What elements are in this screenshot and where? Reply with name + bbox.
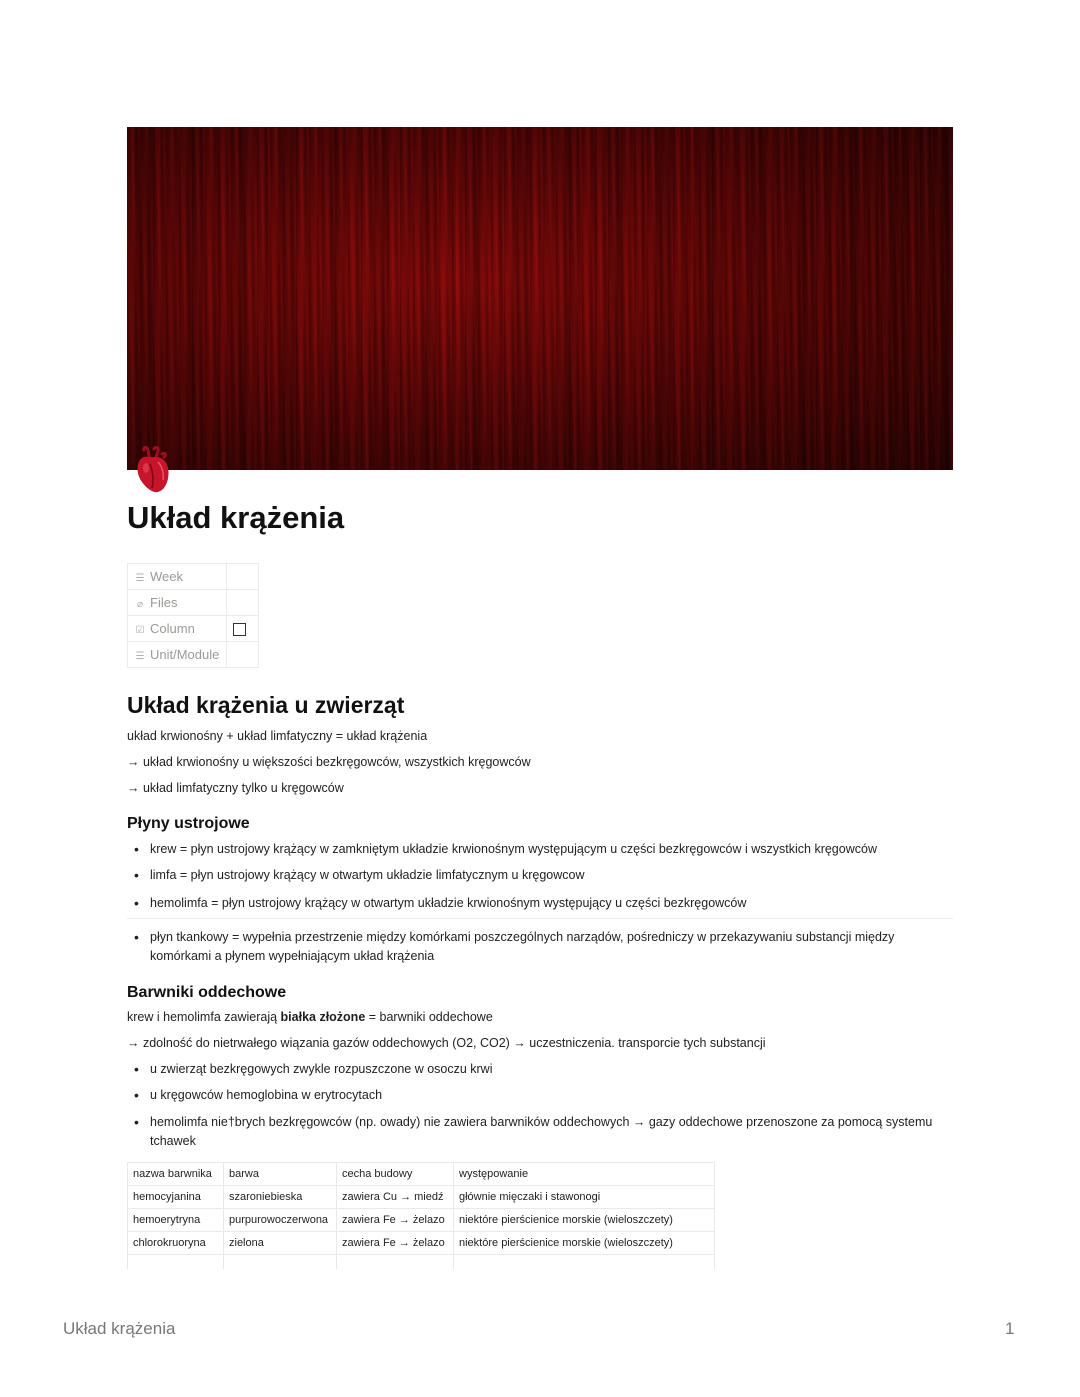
property-row-week[interactable] [128,564,259,590]
column-checkbox[interactable] [233,623,246,636]
page-number: 1 [1005,1319,1015,1338]
table-header-cell: nazwa barwnika [128,1163,224,1186]
table-cell: niektóre pierścienice morskie (wieloszczety) [454,1209,715,1232]
subheading-body-fluids: Płyny ustrojowe [127,815,250,832]
subheading-respiratory-pigments: Barwniki oddechowe [127,984,287,1001]
list-icon: ☰ [135,651,145,662]
pigments-table [127,1162,715,1269]
property-value[interactable] [227,564,259,590]
table-row [128,1209,715,1232]
list-item: • hemolimfa = płyn ustrojowy krążący w otwartym układzie krwionośnym występujący u części bezkręgowców [134,895,747,911]
bold-text: białka złożone [280,1010,366,1024]
anatomical-heart-icon[interactable] [130,446,176,496]
table-cell: zawiera Cu → miedź [337,1186,454,1209]
table-cell: chlorokruoryna [128,1232,224,1255]
text-line: → zdolność do nietrwałego wiązania gazów oddechowych (O2, CO2) → uczestniczenia. transporcie tych substancji [127,1036,766,1050]
table-cell: niektóre pierścienice morskie (wieloszczety) [454,1232,715,1255]
list-item: • u zwierząt bezkręgowych zwykle rozpuszczone w osoczu krwi [134,1061,493,1077]
table-cell: hemocyjanina [128,1186,224,1209]
list-item: • krew = płyn ustrojowy krążący w zamkniętym układzie krwionośnym występującym u części bezkręgowców i wszystkich kręgowców [134,841,877,857]
table-header-cell: występowanie [454,1163,715,1186]
table-cell: hemoerytryna [128,1209,224,1232]
property-label: Column [150,621,195,636]
section-heading-circulation: Układ krążenia u zwierząt [127,692,405,718]
text-line: układ krwionośny + układ limfatyczny = układ krążenia [127,729,428,743]
table-cell: szaroniebieska [224,1186,337,1209]
table-header-cell: cecha budowy [337,1163,454,1186]
property-label: Week [150,569,183,584]
list-item: • limfa = płyn ustrojowy krążący w otwartym układzie limfatycznym u kręgowcow [134,867,585,883]
text-line: krew i hemolimfa zawierają białka złożone = barwniki oddechowe [127,1010,493,1024]
text-line: → układ krwionośny u większości bezkręgowców, wszystkich kręgowców [127,755,531,769]
property-row-unit-module[interactable] [128,642,259,668]
footer-title: Układ krążenia [63,1319,176,1338]
property-value[interactable] [227,590,259,616]
property-row-files[interactable] [128,590,259,616]
property-label: Files [150,595,178,610]
table-cell: zawiera Fe → żelazo [337,1232,454,1255]
cover-image [127,127,953,470]
properties-table [127,563,259,668]
table-cell: głównie mięczaki i stawonogi [454,1186,715,1209]
table-cell: zawiera Fe → żelazo [337,1209,454,1232]
table-cell: zielona [224,1232,337,1255]
list-item: • u kręgowców hemoglobina w erytrocytach [134,1087,383,1103]
table-header-cell: barwa [224,1163,337,1186]
list-item: • płyn tkankowy = wypełnia przestrzenie między komórkami poszczególnych narządów, pośredniczy w przekazywaniu substancji między komórkami a płynem wypełniającym układ krążenia [134,929,895,963]
list-item: • hemolimfa nie†brych bezkręgowców (np. owady) nie zawiera barwników oddechowych → gazy oddechowe przenoszone za pomocą systemu tchawek [134,1114,933,1148]
list-icon: ☰ [135,573,145,584]
table-header-row [128,1163,715,1186]
text-line: → układ limfatyczny tylko u kręgowców [127,781,344,795]
divider [127,918,953,919]
table-row [128,1232,715,1255]
checkbox-icon: ☑ [135,625,145,636]
table-row [128,1186,715,1209]
page-title: Układ krążenia [127,500,345,535]
table-cell: purpurowoczerwona [224,1209,337,1232]
table-row-empty [128,1255,715,1270]
property-label: Unit/Module [150,647,220,662]
property-row-column[interactable] [128,616,259,642]
property-value[interactable] [227,642,259,668]
paperclip-icon: ⌀ [136,599,144,610]
